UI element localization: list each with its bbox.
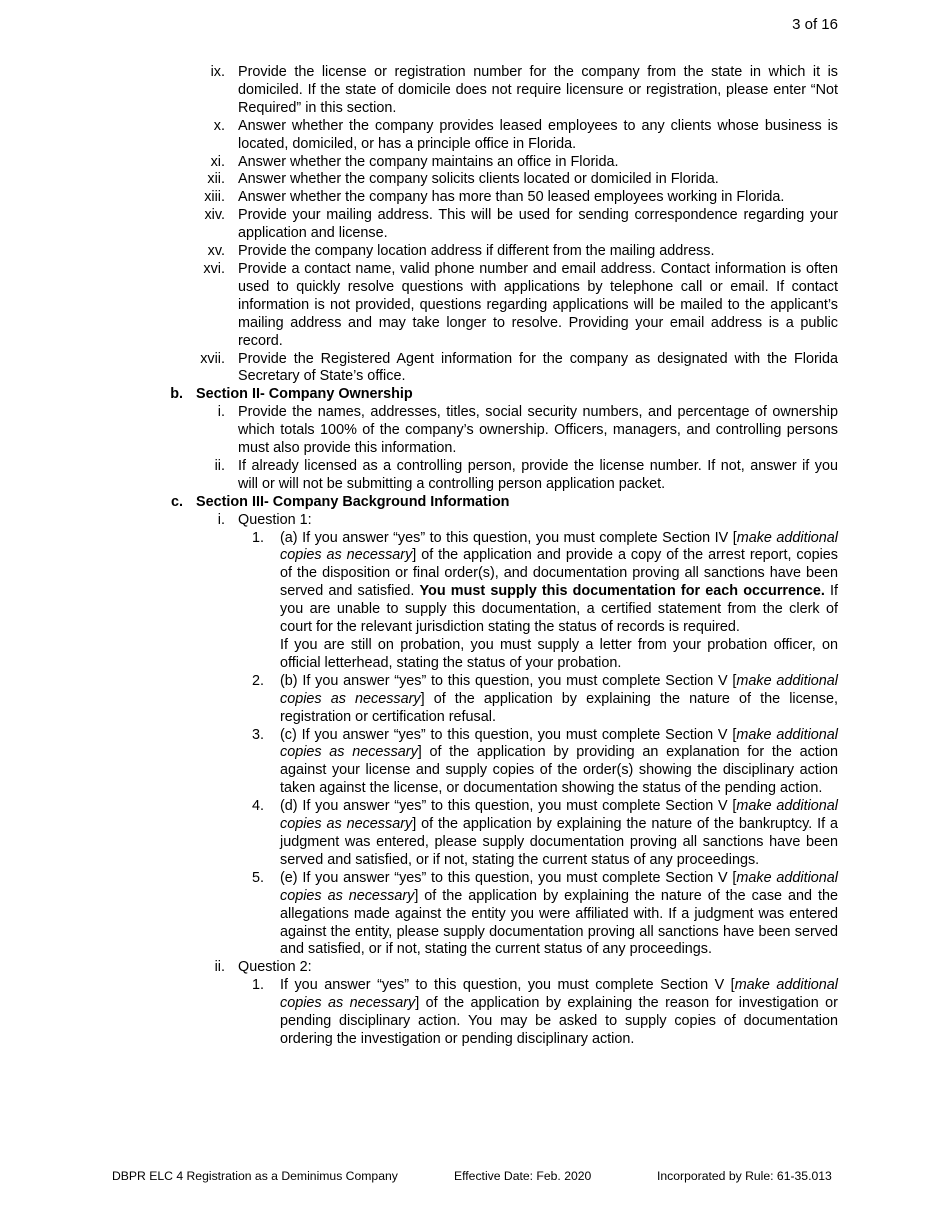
- section-marker: b.: [170, 386, 183, 403]
- item-text: Provide the license or registration number for the company from the state in which it is domiciled. If the state of domicile does not require licensure or registration, please enter “Not Required” in this section.: [238, 64, 838, 116]
- item-marker: xiv.: [204, 207, 225, 224]
- text-run: (d) If you answer “yes” to this question, you must complete Section V [: [280, 798, 737, 815]
- italic-run: make additional copies as necessary: [280, 977, 838, 1012]
- item-marker: xvi.: [203, 260, 225, 277]
- item-marker: i.: [217, 511, 225, 528]
- list-item: [0, 171, 950, 189]
- footer-rule: Incorporated by Rule: 61-35.013: [657, 1169, 832, 1183]
- section-marker: c.: [170, 493, 183, 510]
- list-item: [0, 261, 950, 351]
- list-item: [0, 727, 950, 799]
- item-marker: 4.: [251, 798, 264, 815]
- text-run: ] of the application by explaining the nature of the bankruptcy. If a judgment was entered, please supply documentation proving all sanctions have been served and satisfied, or if not, stating the current status of any proceedings.: [280, 816, 838, 868]
- item-marker: 5.: [251, 869, 264, 886]
- item-marker: i.: [217, 404, 225, 421]
- footer-form-name: DBPR ELC 4 Registration as a Deminimus Company: [112, 1169, 398, 1183]
- list-item: [0, 118, 950, 154]
- item-text: [280, 977, 838, 1049]
- item-text: [280, 530, 838, 637]
- section-title: Section II- Company Ownership: [196, 386, 413, 403]
- list-item: [0, 154, 950, 172]
- list-item: [0, 404, 950, 458]
- item-marker: ii.: [214, 959, 225, 976]
- bold-run: You must supply this documentation for each occurrence.: [419, 583, 825, 600]
- item-text: If already licensed as a controlling person, provide the license number. If not, answer if you will or will not be submitting a controlling person application packet.: [238, 457, 838, 492]
- item-marker: xv.: [207, 243, 225, 260]
- text-run: (c) If you answer “yes” to this question, you must complete Section V [: [280, 726, 737, 743]
- item-marker: 1.: [251, 977, 264, 994]
- text-run: ] of the application by providing an explanation for the action against your license and supply copies of the order(s) showing the disciplinary action taken against the license, or documentation showing the status of the pending action.: [280, 744, 838, 797]
- document-body: [0, 64, 950, 1049]
- item-text: Provide the company location address if different from the mailing address.: [238, 243, 715, 260]
- item-text: Answer whether the company provides leased employees to any clients whose business is located, domiciled, or has a principle office in Florida.: [238, 117, 838, 152]
- item-marker: xii.: [207, 171, 225, 188]
- text-run: ] of the application by explaining the nature of the license, registration or certification refusal.: [280, 690, 839, 725]
- text-run: ] of the application and provide a copy of the arrest report, copies of the disposition or final order(s), and documentation proving all sanctions have been served and satisfied.: [280, 547, 838, 600]
- list-item: [0, 351, 950, 387]
- page-number: 3 of 16: [792, 16, 838, 33]
- item-marker: 1.: [251, 529, 264, 546]
- item-marker: ix.: [210, 64, 225, 80]
- text-run: (b) If you answer “yes” to this question, you must complete Section V [: [280, 672, 737, 689]
- item-text: [280, 673, 838, 727]
- list-item: [0, 207, 950, 243]
- list-item: [0, 798, 950, 870]
- item-text: [280, 870, 838, 960]
- italic-run: make additional copies as necessary: [280, 798, 838, 833]
- italic-run: make additional copies as necessary: [280, 869, 838, 904]
- item-text: Provide a contact name, valid phone number and email address. Contact information is often used to quickly resolve questions with applications by telephone call or email. If contact information is not provided, questions regarding applications will be mailed to the applicant’s mailing address and may take longer to resolve. Providing your email address is a public record.: [238, 260, 838, 349]
- italic-run: make additional copies as necessary: [280, 672, 838, 707]
- list-item: [0, 64, 950, 118]
- item-text: Answer whether the company has more than 50 leased employees working in Florida.: [238, 189, 785, 206]
- section-heading: [0, 494, 950, 512]
- item-text: Provide your mailing address. This will be used for sending correspondence regarding your application and license.: [238, 207, 838, 242]
- list-item: [0, 189, 950, 207]
- text-run: ] of the application by explaining the nature of the case and the allegations made against the entity you were affiliated with. If a judgment was entered against the entity, please supply documentation proving all sanctions have been served and satisfied, or if not, stating the current status of any proceedings.: [280, 887, 838, 958]
- list-item: [0, 870, 950, 960]
- text-run: (a) If you answer “yes” to this question, you must complete Section IV [: [280, 529, 737, 546]
- item-text: Answer whether the company solicits clients located or domiciled in Florida.: [238, 171, 719, 188]
- question-label: Question 1:: [238, 511, 312, 528]
- item-marker: 2.: [251, 672, 264, 689]
- question-label: Question 2:: [238, 959, 312, 976]
- list-item: [0, 243, 950, 261]
- text-run: If you are unable to supply this documentation, a certified statement from the clerk of court for the relevant jurisdiction stating the status of records is required.: [280, 583, 838, 636]
- text-run: ] of the application by explaining the reason for investigation or pending disciplinary action. You may be asked to supply copies of documentation ordering the investigation or pending disciplinary action.: [280, 995, 838, 1047]
- list-item: [0, 530, 950, 637]
- text-run: If you answer “yes” to this question, you must complete Section V [: [280, 977, 735, 994]
- section-title: Section III- Company Background Information: [196, 493, 510, 510]
- item-text: [280, 727, 838, 799]
- item-marker: xvii.: [200, 350, 225, 367]
- item-marker: x.: [213, 117, 225, 134]
- item-text: Provide the Registered Agent information for the company as designated with the Florida Secretary of State’s office.: [238, 350, 838, 385]
- italic-run: make additional copies as necessary: [280, 726, 838, 761]
- item-text: Answer whether the company maintains an office in Florida.: [238, 153, 619, 170]
- list-item: [0, 977, 950, 1049]
- question-heading: [0, 959, 950, 977]
- italic-run: make additional copies as necessary: [280, 529, 838, 564]
- item-text: [280, 798, 838, 870]
- list-item: [0, 673, 950, 727]
- item-marker: ii.: [214, 457, 225, 474]
- item-continuation: If you are still on probation, you must supply a letter from your probation officer, on official letterhead, stating the status of your probation.: [280, 637, 838, 671]
- section-heading: [0, 386, 950, 404]
- item-marker: 3.: [251, 726, 264, 743]
- item-marker: xiii.: [204, 189, 225, 206]
- text-run: (e) If you answer “yes” to this question, you must complete Section V [: [280, 869, 737, 886]
- footer-effective-date: Effective Date: Feb. 2020: [454, 1169, 592, 1183]
- list-item: [0, 458, 950, 494]
- item-marker: xi.: [210, 153, 225, 170]
- question-heading: [0, 512, 950, 530]
- item-text: Provide the names, addresses, titles, social security numbers, and percentage of ownership which totals 100% of the company’s ownership. Officers, managers, and controlling persons must also provide this information.: [238, 404, 838, 457]
